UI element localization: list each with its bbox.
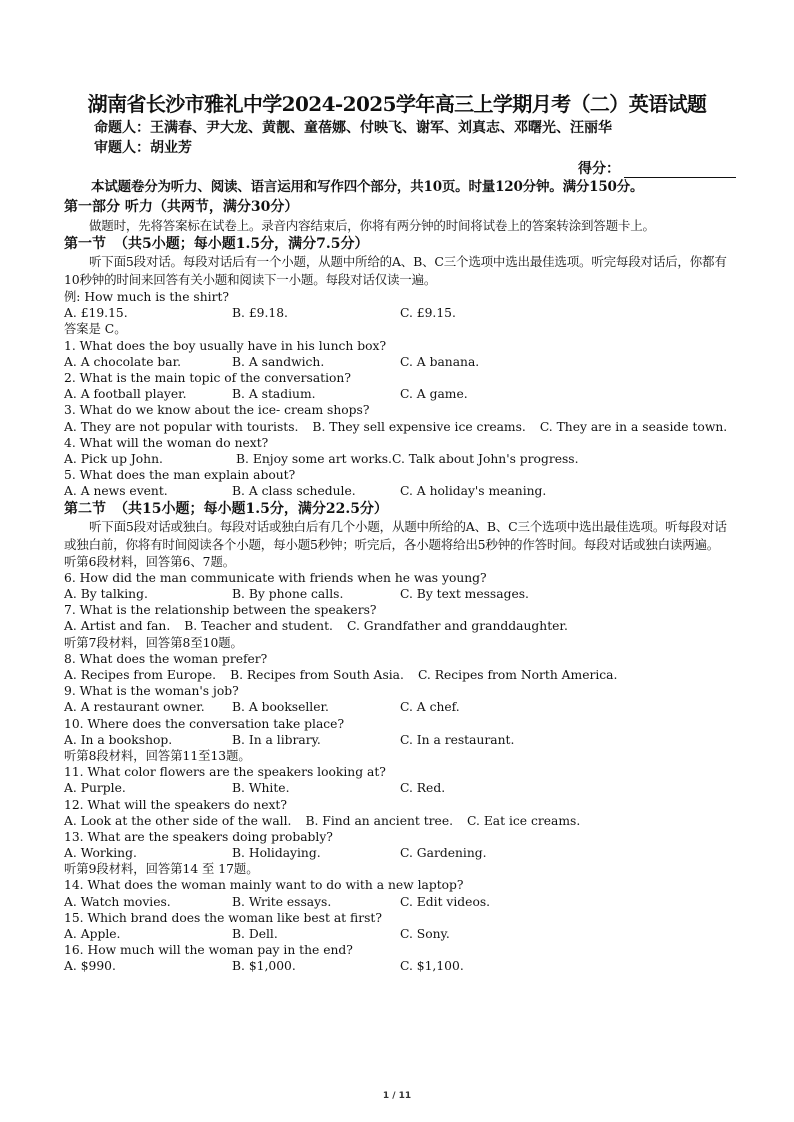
option-b: B. A sandwich.: [232, 354, 325, 369]
question-options: [64, 894, 732, 910]
question-text: 15. Which brand does the woman like best at first?: [64, 910, 382, 925]
score-field: [578, 158, 736, 178]
option-a: A. Artist and fan.: [64, 619, 171, 634]
question-options: [64, 813, 732, 829]
question-options: [64, 667, 732, 683]
option-a: A. Working.: [64, 846, 137, 861]
question-text: 1. What does the boy usually have in his lunch box?: [64, 338, 387, 353]
option-c: C. In a restaurant.: [400, 732, 515, 747]
score-blank: [624, 163, 736, 178]
option-b: B. A stadium.: [232, 387, 316, 402]
option-c: C. A holiday's meaning.: [400, 484, 547, 499]
option-b: B. White.: [232, 781, 290, 796]
option-a: A. $990.: [64, 959, 116, 974]
question-options: [64, 386, 732, 402]
question-options: [64, 419, 732, 435]
option-c: C. A banana.: [400, 354, 480, 369]
question-text: 2. What is the main topic of the conversation?: [64, 370, 351, 385]
group-intro: 听第9段材料，回答第14 至 17题。: [64, 862, 259, 877]
section2-heading: [64, 500, 732, 518]
authors-line: 命题人：王满春、尹大龙、黄靓、童蓓娜、付映飞、谢军、刘真志、邓曙光、汪丽华: [94, 120, 612, 136]
option-a: A. Purple.: [64, 781, 126, 796]
question-text: 11. What color flowers are the speakers looking at?: [64, 765, 386, 780]
question-options: [64, 780, 732, 796]
example-answer: 答案是 C。: [64, 322, 127, 337]
question-options: [64, 699, 732, 715]
option-a: A. By talking.: [64, 586, 148, 601]
option-a: A. Recipes from Europe.: [64, 667, 217, 682]
group-intro: 听第7段材料，回答第8至10题。: [64, 635, 243, 650]
question-text: 6. How did the man communicate with friends when he was young?: [64, 570, 487, 585]
page-number: 1 / 11: [382, 1091, 412, 1101]
question-text: 13. What are the speakers doing probably?: [64, 829, 333, 844]
section2-count: （共15小题；每小题1.5分，满分22.5分）: [114, 500, 388, 517]
question-text: 8. What does the woman prefer?: [64, 651, 268, 666]
question-text: 3. What do we know about the ice- cream shops?: [64, 403, 370, 418]
option-c: C. Red.: [400, 781, 446, 796]
question-text: 7. What is the relationship between the speakers?: [64, 603, 377, 618]
section1-count: （共5小题；每小题1.5分，满分7.5分）: [114, 236, 369, 252]
example-option-c: C. £9.15.: [400, 306, 456, 321]
example-option-a: A. £19.15.: [64, 306, 128, 321]
question-text: 14. What does the woman mainly want to do with a new laptop?: [64, 878, 464, 893]
section1-questions: [64, 338, 732, 500]
option-a: A. A restaurant owner.: [64, 700, 205, 715]
option-c: C. A chef.: [400, 700, 460, 715]
question-options: [64, 354, 732, 370]
question-options: [64, 958, 732, 974]
option-a: A. A news event.: [64, 484, 168, 499]
option-c: C. Sony.: [400, 927, 450, 942]
question-options: [64, 926, 732, 942]
option-b: B. A bookseller.: [232, 700, 329, 715]
group-intro: 听第8段材料，回答第11至13题。: [64, 748, 251, 763]
example-options: [64, 305, 732, 321]
option-c: C. Edit videos.: [400, 894, 491, 909]
question-options: [64, 586, 732, 602]
group-intro: 听第6段材料，回答第6、7题。: [64, 554, 236, 569]
score-label: 得分：: [578, 161, 620, 177]
option-b: B. $1,000.: [232, 959, 296, 974]
option-a: A. Watch movies.: [64, 894, 171, 909]
option-b: B. Teacher and student.: [184, 619, 333, 634]
option-c: C. Gardening.: [400, 846, 487, 861]
part1-heading: 第一部分 听力（共两节，满分30分）: [64, 199, 299, 215]
question-text: 12. What will the speakers do next?: [64, 797, 287, 812]
part1-instruction: 做题时，先将答案标在试卷上。录音内容结束后，你将有两分钟的时间将试卷上的答案转涂到答题卡上。: [89, 218, 655, 233]
option-b: B. By phone calls.: [232, 586, 344, 601]
question-options: [64, 845, 732, 861]
section2-title: 第二节: [64, 500, 106, 517]
section2-instruction: 听下面5段对话或独白。每段对话或独白后有几个小题，从题中所给的A、B、C三个选项中选出最佳选项。听每段对话或独白前，你将有时间阅读各个小题，每小题5秒钟；听完后，各小题将给出5秒钟的作答时间。每段对话或独白读两遍。: [64, 518, 727, 552]
section1-heading: [64, 235, 732, 253]
question-options: [64, 451, 732, 467]
option-b: B. Write essays.: [232, 894, 332, 909]
question-text: 10. Where does the conversation take place?: [64, 716, 345, 731]
exam-content: [64, 178, 732, 975]
option-b: B. Find an ancient tree.: [305, 813, 454, 828]
example-option-b: B. £9.18.: [232, 306, 288, 321]
option-b: B. Enjoy some art works.: [236, 451, 392, 466]
option-c: C. Eat ice creams.: [467, 813, 581, 828]
option-a: A. Apple.: [64, 927, 121, 942]
question-options: [64, 618, 732, 634]
section1-instruction: 听下面5段对话。每段对话后有一个小题，从题中所给的A、B、C三个选项中选出最佳选项。听完每段对话后，你都有 10秒钟的时间来回答有关小题和阅读下一小题。每段对话仅读一遍。: [64, 254, 727, 287]
option-a: A. Pick up John.: [64, 451, 163, 466]
option-a: A. Look at the other side of the wall.: [64, 813, 292, 828]
question-text: 4. What will the woman do next?: [64, 435, 269, 450]
option-c: C. They are in a seaside town.: [539, 419, 728, 434]
section2-groups: [64, 554, 732, 975]
question-text: 5. What does the man explain about?: [64, 468, 296, 483]
page-title: 湖南省长沙市雅礼中学2024-2025学年高三上学期月考（二）英语试题: [87, 92, 707, 116]
option-b: B. Dell.: [232, 927, 278, 942]
option-b: B. A class schedule.: [232, 484, 356, 499]
question-options: [64, 483, 732, 499]
question-text: 16. How much will the woman pay in the end?: [64, 943, 353, 958]
option-b: B. In a library.: [232, 732, 321, 747]
option-b: B. They sell expensive ice creams.: [312, 419, 526, 434]
question-options: [64, 732, 732, 748]
option-c: C. A game.: [400, 387, 468, 402]
example-question: 例: How much is the shirt?: [64, 290, 229, 304]
option-c: C. Recipes from North America.: [417, 667, 618, 682]
section1-title: 第一节: [64, 236, 106, 252]
option-c: C. $1,100.: [400, 959, 464, 974]
reviewer-line: 审题人：胡业芳: [94, 140, 192, 156]
option-a: A. A football player.: [64, 387, 187, 402]
question-text: 9. What is the woman's job?: [64, 684, 239, 699]
option-a: A. A chocolate bar.: [64, 354, 182, 369]
option-c: C. Talk about John's progress.: [392, 451, 579, 466]
option-b: B. Recipes from South Asia.: [230, 667, 404, 682]
exam-intro: 本试题卷分为听力、阅读、语言运用和写作四个部分，共10页。时量120分钟。满分150分。: [91, 179, 644, 195]
option-a: A. In a bookshop.: [64, 732, 173, 747]
option-a: A. They are not popular with tourists.: [64, 419, 299, 434]
option-c: C. By text messages.: [400, 586, 529, 601]
option-c: C. Grandfather and granddaughter.: [346, 619, 568, 634]
option-b: B. Holidaying.: [232, 846, 321, 861]
